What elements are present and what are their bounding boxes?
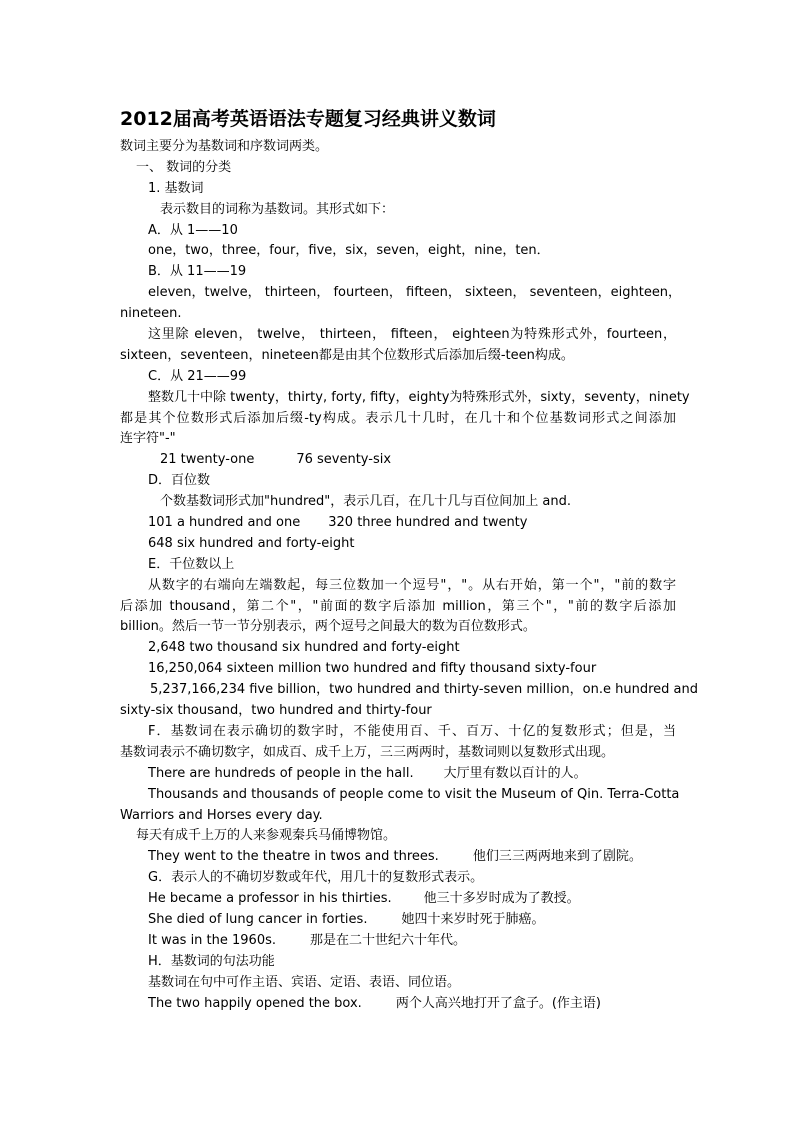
text-line: one，two，three，four，five，six，seven，eight，nine，ten． <box>148 243 550 259</box>
example-chinese: 两个人高兴地打开了盒子。(作主语) <box>395 995 601 1011</box>
text-line: Warriors and Horses every day. <box>120 807 323 823</box>
text-line: H．基数词的句法功能 <box>148 953 275 969</box>
example-chinese: 那是在二十世纪六十年代。 <box>310 932 467 948</box>
example-chinese: 他三十多岁时成为了教授。 <box>423 891 580 907</box>
example-chinese: 76 seventy-six <box>296 452 392 468</box>
text-line: 数词主要分为基数词和序数词两类。 <box>120 139 329 154</box>
text-line: A．从 1——10 <box>148 222 238 238</box>
example-chinese: 大厅里有数以百计的人。 <box>443 765 587 781</box>
text-line: billion。然后一节一节分别表示，两个逗号之间最大的数为百位数形式。 <box>120 619 536 635</box>
text-line: 基数词表示不确切数字，如成百、成千上万，三三两两时，基数词则以复数形式出现。 <box>120 744 615 760</box>
text-line: G．表示人的不确切岁数或年代，用几十的复数形式表示。 <box>148 870 484 886</box>
text-line: E．千位数以上 <box>148 556 235 572</box>
text-line <box>0 910 794 931</box>
text-line <box>0 931 794 952</box>
text-line: 都是其个位数形式后添加后缀-ty构成。表示几十几时，在几十和个位基数词形式之间添加 <box>120 410 676 426</box>
example-chinese: 320 three hundred and twenty <box>328 515 528 531</box>
document-title: 2012届高考英语语法专题复习经典讲义数词 <box>120 108 496 130</box>
text-line: 整数几十中除 twenty，thirty, forty, fifty，eighty为特殊形式外，sixty，seventy，ninety <box>148 389 690 405</box>
text-line <box>0 450 794 471</box>
example-english: 101 a hundred and one <box>148 515 301 531</box>
text-line: 一、 数词的分类 <box>136 159 232 175</box>
text-line: 连字符"-" <box>120 431 176 447</box>
text-line: Thousands and thousands of people come to visit the Museum of Qin. Terra-Cotta <box>148 786 680 802</box>
text-line: B．从 11——19 <box>148 264 247 280</box>
text-line: sixty-six thousand，two hundred and thirty-four <box>120 703 432 719</box>
text-line: nineteen. <box>120 306 182 322</box>
example-chinese: 她四十来岁时死于肺癌。 <box>401 911 545 927</box>
text-line <box>0 764 794 785</box>
example-chinese: 他们三三两两地来到了剧院。 <box>472 849 642 865</box>
example-english: It was in the 1960s. <box>148 932 277 948</box>
text-line: C．从 21——99 <box>148 368 247 384</box>
text-line: 从数字的右端向左端数起，每三位数加一个逗号"，"。从右开始，第一个"，"前的数字 <box>148 577 676 593</box>
text-line: 表示数目的词称为基数词。其形式如下： <box>160 201 395 217</box>
example-english: There are hundreds of people in the hall. <box>148 765 414 781</box>
text-line: D．百位数 <box>148 473 211 489</box>
text-line <box>0 847 794 868</box>
text-line: 这里除 eleven， twelve， thirteen， fifteen， eighteen为特殊形式外，fourteen， <box>148 327 676 343</box>
document-body <box>0 137 794 1014</box>
text-line: 1. 基数词 <box>148 180 204 196</box>
example-english: The two happily opened the box. <box>148 995 362 1011</box>
text-line: 16,250,064 sixteen million two hundred and fifty thousand sixty-four <box>148 661 597 677</box>
text-line: 648 six hundred and forty-eight <box>148 535 355 551</box>
text-line: 每天有成千上万的人来参观秦兵马俑博物馆。 <box>136 828 397 844</box>
example-english: He became a professor in his thirties. <box>148 891 392 907</box>
example-english: 21 twenty-one <box>160 452 255 468</box>
example-english: She died of lung cancer in forties. <box>148 911 368 927</box>
text-line <box>0 994 794 1015</box>
text-line: 基数词在句中可作主语、宾语、定语、表语、同位语。 <box>148 974 461 990</box>
text-line: eleven，twelve， thirteen， fourteen， fifteen， sixteen， seventeen，eighteen， <box>148 285 682 301</box>
text-line: sixteen，seventeen，nineteen都是由其个位数形式后添加后缀-teen构成。 <box>120 347 574 363</box>
text-line <box>0 889 794 910</box>
example-english: They went to the theatre in twos and threes. <box>148 849 439 865</box>
text-line <box>0 513 794 534</box>
text-line: 个数基数词形式加"hundred"，表示几百，在几十几与百位间加上 and. <box>160 494 571 510</box>
text-line: 5,237,166,234 five billion，two hundred and thirty-seven million，on.e hundred and <box>150 682 698 698</box>
text-line: F．基数词在表示确切的数字时，不能使用百、千、百万、十亿的复数形式；但是，当 <box>148 723 676 739</box>
text-line: 后添加 thousand，第二个"，"前面的数字后添加 million，第三个"，"前的数字后添加 <box>120 598 676 614</box>
text-line: 2,648 two thousand six hundred and forty-eight <box>148 640 460 656</box>
